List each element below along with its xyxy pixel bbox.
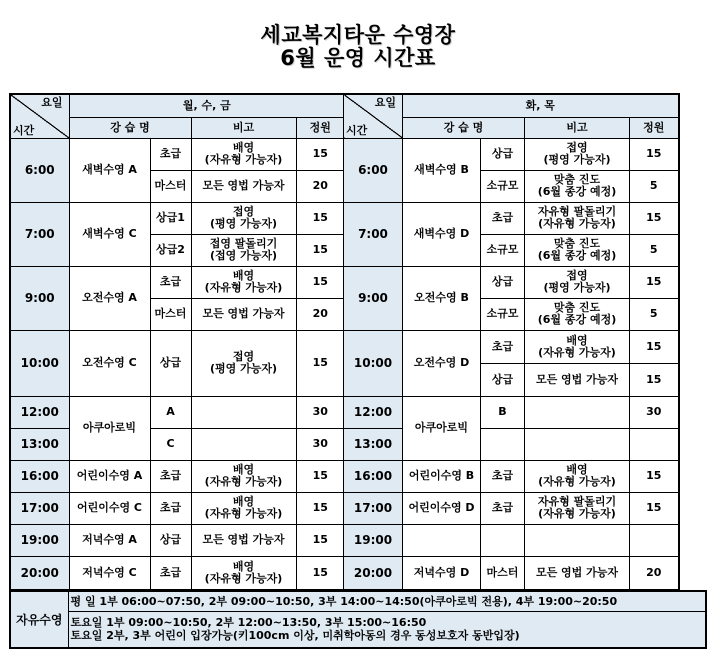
table-row [344, 138, 679, 170]
capacity-cell: 20 [296, 298, 345, 330]
level-cell: 상급1 [150, 202, 191, 234]
capacity-cell [630, 524, 679, 556]
capacity-cell: 15 [630, 202, 679, 234]
class-name-cell: 어린이수영 B [403, 460, 481, 492]
note-cell: 배영 (자유형 가능자) [191, 138, 296, 170]
table-row [10, 524, 345, 556]
capacity-cell: 15 [630, 460, 679, 492]
table-row [10, 138, 345, 170]
note-cell: 모든 영법 가능자 [525, 556, 630, 589]
note-cell: 접영 (평영 가능자) [525, 138, 630, 170]
time-cell: 19:00 [10, 524, 69, 556]
note-cell: 모든 영법 가능자 [525, 363, 630, 396]
capacity-cell: 20 [630, 556, 679, 589]
note-cell: 맞춤 진도 (6월 종강 예정) [525, 234, 630, 266]
capacity-column-header: 정원 [630, 117, 679, 138]
note-cell: 배영 (자유형 가능자) [191, 460, 296, 492]
page-subtitle: 6월 운영 시간표 [280, 46, 436, 70]
capacity-cell: 15 [296, 492, 345, 524]
level-cell: 상급 [150, 330, 191, 396]
capacity-cell: 30 [296, 396, 345, 428]
class-column-header: 강 습 명 [403, 117, 525, 138]
page-title: 세교복지타운 수영장 [260, 23, 456, 47]
level-cell: 초급 [150, 556, 191, 589]
note-column-header: 비고 [191, 117, 296, 138]
level-cell: 마스터 [481, 556, 525, 589]
time-cell: 9:00 [10, 266, 69, 330]
note-cell [525, 396, 630, 428]
class-name-cell: 저녁수영 A [69, 524, 150, 556]
class-column-header: 강 습 명 [69, 117, 191, 138]
note-cell: 접영 (평영 가능자) [191, 330, 296, 396]
level-cell: A [150, 396, 191, 428]
note-cell: 맞춤 진도 (6월 종강 예정) [525, 298, 630, 330]
note-cell: 자유형 팔돌리기 (자유형 가능자) [525, 492, 630, 524]
note-cell: 배영 (자유형 가능자) [191, 556, 296, 589]
time-corner-label: 시간 [13, 123, 35, 137]
time-cell: 6:00 [344, 138, 403, 202]
capacity-cell: 5 [630, 234, 679, 266]
note-column-header: 비고 [525, 117, 630, 138]
day-corner-label: 요일 [374, 96, 396, 109]
level-cell: 마스터 [150, 298, 191, 330]
capacity-cell: 15 [296, 556, 345, 589]
capacity-cell: 15 [630, 330, 679, 363]
capacity-cell: 15 [296, 202, 345, 234]
table-row [10, 330, 345, 396]
class-name-cell: 새벽수영 D [403, 202, 481, 266]
note-cell: 접영 (평영 가능자) [191, 202, 296, 234]
capacity-cell: 15 [296, 524, 345, 556]
time-cell: 16:00 [344, 460, 403, 492]
class-name-cell: 새벽수영 A [69, 138, 150, 202]
capacity-cell: 5 [630, 298, 679, 330]
time-cell: 13:00 [10, 428, 69, 460]
level-cell: 상급 [150, 524, 191, 556]
days-header: 월, 수, 금 [69, 94, 345, 117]
level-cell [481, 428, 525, 460]
level-cell: 소규모 [481, 298, 525, 330]
level-cell: 초급 [150, 266, 191, 298]
level-cell: 초급 [150, 460, 191, 492]
capacity-cell: 15 [296, 234, 345, 266]
time-cell: 9:00 [344, 266, 403, 330]
level-cell: 소규모 [481, 234, 525, 266]
time-cell: 12:00 [344, 396, 403, 428]
free-swim-table [9, 590, 707, 649]
capacity-cell: 15 [296, 460, 345, 492]
table-row [344, 428, 679, 460]
corner-header [10, 94, 69, 138]
class-name-cell: 어린이수영 C [69, 492, 150, 524]
note-cell [525, 524, 630, 556]
level-cell: 초급 [481, 330, 525, 363]
class-name-cell: 아쿠아로빅 [69, 396, 150, 460]
capacity-cell: 15 [296, 138, 345, 170]
time-cell: 20:00 [344, 556, 403, 589]
class-name-cell: 오전수영 C [69, 330, 150, 396]
time-cell: 10:00 [344, 330, 403, 396]
free-swim-weekday: 평 일 1부 06:00~07:50, 2부 09:00~10:50, 3부 14:00~14:50(아쿠아로빅 전용), 4부 19:00~20:50 [68, 591, 706, 611]
class-name-cell: 오전수영 A [69, 266, 150, 330]
table-row [344, 330, 679, 363]
schedule-table-mwf [9, 93, 346, 590]
table-row [10, 460, 345, 492]
note-cell [525, 428, 630, 460]
level-cell: 상급 [481, 363, 525, 396]
time-cell: 12:00 [10, 396, 69, 428]
time-cell: 20:00 [10, 556, 69, 589]
day-corner-label: 요일 [41, 96, 63, 109]
table-row [10, 266, 345, 298]
capacity-cell: 15 [630, 363, 679, 396]
time-cell: 13:00 [344, 428, 403, 460]
note-cell: 모든 영법 가능자 [191, 524, 296, 556]
class-name-cell [403, 524, 481, 556]
table-row [344, 524, 679, 556]
level-cell [481, 524, 525, 556]
table-row [344, 460, 679, 492]
table-row [10, 396, 345, 428]
capacity-cell [630, 428, 679, 460]
level-cell: 소규모 [481, 170, 525, 202]
level-cell: 상급 [481, 138, 525, 170]
level-cell: 초급 [481, 202, 525, 234]
capacity-cell: 15 [630, 492, 679, 524]
corner-header [344, 94, 403, 138]
free-swim-saturday-note: 토요일 2부, 3부 어린이 입장가능(키100cm 이상, 미취학아동의 경우 동성보호자 동반입장) [70, 629, 520, 643]
time-cell: 7:00 [344, 202, 403, 266]
class-name-cell: 오전수영 D [403, 330, 481, 396]
table-row [10, 202, 345, 234]
table-row [344, 396, 679, 428]
capacity-cell: 15 [296, 266, 345, 298]
table-row [10, 556, 345, 589]
note-cell: 접영 팔돌리기 (접영 가능자) [191, 234, 296, 266]
class-name-cell: 새벽수영 C [69, 202, 150, 266]
class-name-cell: 아쿠아로빅 [403, 396, 481, 460]
capacity-column-header: 정원 [296, 117, 345, 138]
note-cell: 배영 (자유형 가능자) [191, 492, 296, 524]
class-name-cell: 저녁수영 C [69, 556, 150, 589]
level-cell: 상급 [481, 266, 525, 298]
level-cell: 상급2 [150, 234, 191, 266]
table-row [10, 428, 345, 460]
note-cell: 모든 영법 가능자 [191, 170, 296, 202]
class-name-cell: 어린이수영 D [403, 492, 481, 524]
time-cell: 6:00 [10, 138, 69, 202]
time-cell: 19:00 [344, 524, 403, 556]
capacity-cell: 30 [630, 396, 679, 428]
level-cell: 마스터 [150, 170, 191, 202]
time-cell: 17:00 [10, 492, 69, 524]
note-cell: 배영 (자유형 가능자) [191, 266, 296, 298]
capacity-cell: 15 [630, 138, 679, 170]
table-row [344, 492, 679, 524]
capacity-cell: 20 [296, 170, 345, 202]
days-header: 화, 목 [403, 94, 679, 117]
level-cell: 초급 [481, 492, 525, 524]
table-row [344, 202, 679, 234]
level-cell: 초급 [150, 138, 191, 170]
level-cell: 초급 [150, 492, 191, 524]
note-cell [191, 428, 296, 460]
capacity-cell: 5 [630, 170, 679, 202]
time-corner-label: 시간 [346, 123, 368, 137]
note-cell: 자유형 팔돌리기 (자유형 가능자) [525, 202, 630, 234]
time-cell: 16:00 [10, 460, 69, 492]
level-cell: 초급 [481, 460, 525, 492]
time-cell: 17:00 [344, 492, 403, 524]
table-row [344, 266, 679, 298]
note-cell: 접영 (평영 가능자) [525, 266, 630, 298]
free-swim-saturday-cell [68, 611, 706, 648]
note-cell: 모든 영법 가능자 [191, 298, 296, 330]
class-name-cell: 어린이수영 A [69, 460, 150, 492]
table-row [10, 492, 345, 524]
free-swim-label: 자유수영 [10, 591, 68, 648]
capacity-cell: 15 [630, 266, 679, 298]
capacity-cell: 15 [296, 330, 345, 396]
schedule-table-tt [343, 93, 680, 590]
class-name-cell: 새벽수영 B [403, 138, 481, 202]
table-row [344, 556, 679, 589]
note-cell: 배영 (자유형 가능자) [525, 460, 630, 492]
level-cell: C [150, 428, 191, 460]
note-cell: 배영 (자유형 가능자) [525, 330, 630, 363]
class-name-cell: 오전수영 B [403, 266, 481, 330]
level-cell: B [481, 396, 525, 428]
time-cell: 10:00 [10, 330, 69, 396]
free-swim-saturday: 토요일 1부 09:00~10:50, 2부 12:00~13:50, 3부 15:00~16:50 [70, 616, 427, 630]
capacity-cell: 30 [296, 428, 345, 460]
note-cell [191, 396, 296, 428]
note-cell: 맞춤 진도 (6월 종강 예정) [525, 170, 630, 202]
time-cell: 7:00 [10, 202, 69, 266]
class-name-cell: 저녁수영 D [403, 556, 481, 589]
